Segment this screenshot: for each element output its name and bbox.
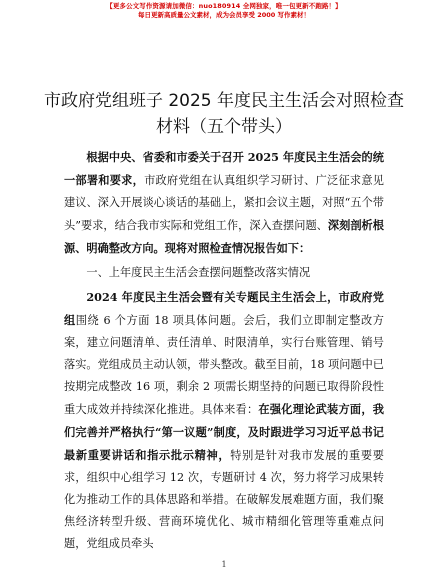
intro-bold-text-2: 深刻剖析根源、明确整改方向。现将对照检查情况报告如下： bbox=[64, 218, 384, 255]
paragraph-section-1 bbox=[64, 286, 384, 555]
document-body bbox=[64, 146, 384, 555]
document-title: 市政府党组班子 2025 年度民主生活会对照检查材料（五个带头） bbox=[43, 91, 405, 137]
promo-banner-line1: 【更多公文写作资源请加微信：nuo180914 全网独家，唯一包更新不跑路！】 bbox=[106, 2, 342, 10]
section-heading-1: 一、上年度民主生活会查摆问题整改落实情况 bbox=[86, 266, 311, 279]
section1-text-2: 特别是针对我市发展的重要要求，组织中心组学习 12 次，专题研讨 4 次，努力将学习成果转化为推动工作的具体思路和举措。在破解发展难题方面，我们聚焦经济转型升级、营商环境优化、城市精细化管理等重难点问题，党组成员牵头 bbox=[64, 449, 384, 550]
section1-text: 围绕 6 个方面 18 项具体问题。会后，我们立即制定整改方案，建立问题清单、责任清单、时限清单，实行台账管理、销号落实。党组成员主动认领，带头整改。截至目前，18 项问题中已按期完成整改 16 项，剩余 2 项需长期坚持的问题已取得阶段性重大成效并持续深化推进。具体来看： bbox=[64, 314, 384, 416]
page-number: 1 bbox=[221, 560, 227, 569]
promo-banner bbox=[0, 2, 448, 20]
intro-text: 市政府党组在认真组织学习研讨、广泛征求意见建议、深入开展谈心谈话的基础上，紧扣会议主题，对照“五个带头”要求，结合我市实际和党组工作，深入查摆问题、 bbox=[64, 174, 384, 232]
promo-banner-line2: 每日更新高质量公文素材，成为会员享受 2000 写作素材！ bbox=[137, 11, 311, 19]
intro-bold-text: 根据中央、省委和市委关于召开 2025 年度民主生活会的统一部署和要求， bbox=[64, 150, 384, 187]
section1-bold-text-2: 在强化理论武装方面，我们完善并严格执行“第一议题”制度，及时跟进学习习近平总书记最新重要讲话和指示批示精神， bbox=[64, 402, 384, 462]
section1-bold-text: 2024 年度民主生活会暨有关专题民主生活会上，市政府党组 bbox=[64, 290, 384, 327]
paragraph-intro bbox=[64, 146, 384, 260]
